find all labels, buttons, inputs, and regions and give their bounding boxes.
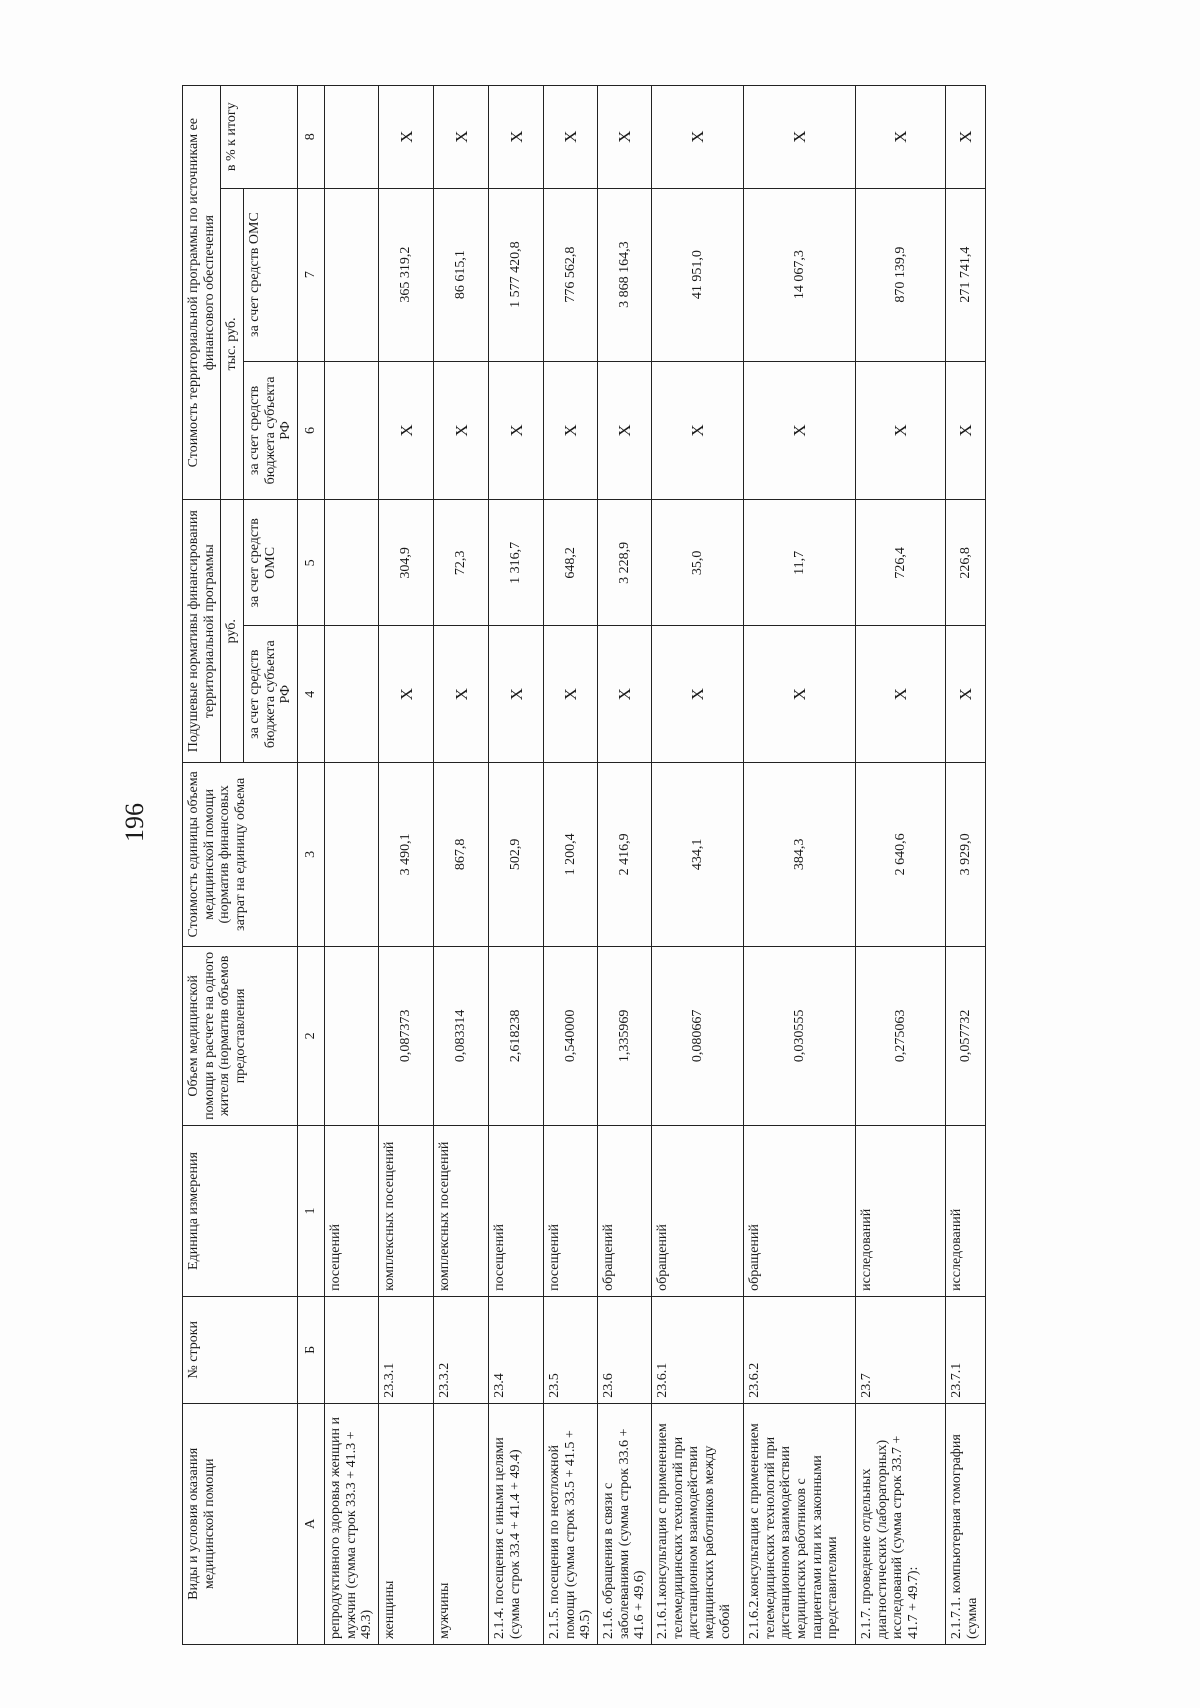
row-oms-rub: 11,7	[744, 500, 856, 626]
row-volume: 0,030555	[744, 946, 856, 1125]
row-budget-thous: X	[744, 361, 856, 500]
row-oms-thous: 14 067,3	[744, 188, 856, 361]
header-kind: Виды и условия оказания медицинской помощи	[183, 1403, 298, 1644]
table-row	[325, 86, 379, 1645]
row-oms-rub: 226,8	[946, 500, 986, 626]
row-unit: посещений	[325, 1126, 379, 1297]
row-unit: комплексных посещений	[379, 1126, 434, 1297]
rotated-table-container	[182, 85, 1200, 1645]
row-kind: 2.1.7. проведение отдельных диагностических (лабораторных) исследований (сумма строк 33.7 + 41.7 + 49.7):	[856, 1403, 946, 1644]
row-line-no: 23.6.1	[652, 1296, 744, 1403]
row-oms-thous: 870 139,9	[856, 188, 946, 361]
row-kind: мужчины	[434, 1403, 489, 1644]
row-kind: 2.1.4. посещения с иными целями (сумма строк 33.4 + 41.4 + 49.4)	[489, 1403, 544, 1644]
header-oms-thous: за счет средств ОМС	[244, 188, 298, 361]
row-kind: 2.1.7.1. компьютерная томография (сумма	[946, 1403, 986, 1644]
index-cell: А	[298, 1403, 325, 1644]
row-budget-rub: X	[652, 626, 744, 763]
row-oms-thous: 1 577 420,8	[489, 188, 544, 361]
row-unit: обращений	[598, 1126, 652, 1297]
header-rub-unit: руб.	[221, 500, 244, 763]
row-oms-thous: 86 615,1	[434, 188, 489, 361]
row-unit: посещений	[544, 1126, 598, 1297]
row-oms-thous: 365 319,2	[379, 188, 434, 361]
row-volume: 0,083314	[434, 946, 489, 1125]
row-line-no: 23.4	[489, 1296, 544, 1403]
table-row	[598, 86, 652, 1645]
table-row	[434, 86, 489, 1645]
row-volume: 2,618238	[489, 946, 544, 1125]
row-budget-rub	[325, 626, 379, 763]
row-volume: 1,335969	[598, 946, 652, 1125]
financing-table	[182, 85, 986, 1645]
row-percent: X	[946, 86, 986, 189]
index-cell: 7	[298, 188, 325, 361]
row-budget-rub: X	[379, 626, 434, 763]
row-volume: 0,080667	[652, 946, 744, 1125]
row-oms-rub: 72,3	[434, 500, 489, 626]
row-unit-cost: 434,1	[652, 763, 744, 947]
row-oms-rub	[325, 500, 379, 626]
index-cell: 8	[298, 86, 325, 189]
row-unit: обращений	[652, 1126, 744, 1297]
row-oms-rub: 3 228,9	[598, 500, 652, 626]
row-unit-cost: 2 416,9	[598, 763, 652, 947]
index-cell: 6	[298, 361, 325, 500]
row-budget-thous: X	[489, 361, 544, 500]
row-budget-rub: X	[489, 626, 544, 763]
table-row	[489, 86, 544, 1645]
row-oms-thous: 776 562,8	[544, 188, 598, 361]
row-volume: 0,540000	[544, 946, 598, 1125]
row-oms-rub: 35,0	[652, 500, 744, 626]
table-row	[652, 86, 744, 1645]
row-line-no: 23.6	[598, 1296, 652, 1403]
row-line-no: 23.6.2	[744, 1296, 856, 1403]
header-line-no: № строки	[183, 1296, 298, 1403]
row-unit-cost: 384,3	[744, 763, 856, 947]
row-percent: X	[856, 86, 946, 189]
table-row	[856, 86, 946, 1645]
row-budget-rub: X	[856, 626, 946, 763]
row-percent: X	[744, 86, 856, 189]
index-cell: 1	[298, 1126, 325, 1297]
row-budget-rub: X	[544, 626, 598, 763]
row-budget-thous	[325, 361, 379, 500]
row-unit: исследований	[856, 1126, 946, 1297]
row-line-no: 23.3.2	[434, 1296, 489, 1403]
row-line-no: 23.3.1	[379, 1296, 434, 1403]
row-kind: 2.1.6.2.консультация с применением телемедицинских технологий при дистанционном взаимодействии медицинских работников с пациентами или их законными представителями	[744, 1403, 856, 1644]
row-budget-thous: X	[652, 361, 744, 500]
row-budget-thous: X	[598, 361, 652, 500]
row-line-no: 23.7	[856, 1296, 946, 1403]
table-row	[379, 86, 434, 1645]
row-budget-thous: X	[946, 361, 986, 500]
row-unit-cost: 3 490,1	[379, 763, 434, 947]
header-per-capita-group: Подушевые нормативы финансирования территориальной программы	[183, 500, 221, 763]
row-oms-rub: 1 316,7	[489, 500, 544, 626]
table-row	[744, 86, 856, 1645]
column-index-row	[298, 86, 325, 1645]
row-line-no: 23.7.1	[946, 1296, 986, 1403]
row-kind: 2.1.5. посещения по неотложной помощи (сумма строк 33.5 + 41.5 + 49.5)	[544, 1403, 598, 1644]
row-volume: 0,275063	[856, 946, 946, 1125]
row-budget-thous: X	[379, 361, 434, 500]
row-volume: 0,057732	[946, 946, 986, 1125]
row-percent	[325, 86, 379, 189]
header-volume: Объем медицинской помощи в расчете на одного жителя (норматив объемов предоставления	[183, 946, 298, 1125]
index-cell: 3	[298, 763, 325, 947]
header-budget-thous: за счет средств бюджета субъекта РФ	[244, 361, 298, 500]
row-percent: X	[434, 86, 489, 189]
row-oms-thous	[325, 188, 379, 361]
row-budget-rub: X	[434, 626, 489, 763]
row-budget-thous: X	[544, 361, 598, 500]
row-unit-cost: 502,9	[489, 763, 544, 947]
row-budget-thous: X	[856, 361, 946, 500]
header-percent: в % к итогу	[221, 86, 298, 189]
row-line-no: 23.5	[544, 1296, 598, 1403]
row-budget-thous: X	[434, 361, 489, 500]
row-unit-cost: 867,8	[434, 763, 489, 947]
row-line-no	[325, 1296, 379, 1403]
index-cell: 4	[298, 626, 325, 763]
row-budget-rub: X	[598, 626, 652, 763]
row-oms-rub: 304,9	[379, 500, 434, 626]
row-percent: X	[489, 86, 544, 189]
page-number: 196	[120, 803, 149, 842]
table-row	[946, 86, 986, 1645]
row-kind: 2.1.6.1.консультация с применением телемедицинских технологий при дистанционном взаимодействии медицинских работников между собой	[652, 1403, 744, 1644]
row-oms-thous: 3 868 164,3	[598, 188, 652, 361]
index-cell: 5	[298, 500, 325, 626]
row-percent: X	[379, 86, 434, 189]
row-unit: посещений	[489, 1126, 544, 1297]
header-unit-cost: Стоимость единицы объема медицинской помощи (норматив финансовых затрат на единицу объема	[183, 763, 298, 947]
row-unit-cost: 2 640,6	[856, 763, 946, 947]
row-volume	[325, 946, 379, 1125]
row-oms-rub: 726,4	[856, 500, 946, 626]
header-budget-rub: за счет средств бюджета субъекта РФ	[244, 626, 298, 763]
header-program-cost-group: Стоимость территориальной программы по источникам ее финансового обеспечения	[183, 86, 221, 500]
row-unit-cost: 3 929,0	[946, 763, 986, 947]
row-budget-rub: X	[744, 626, 856, 763]
header-thous-rub-unit: тыс. руб.	[221, 188, 244, 500]
header-oms-rub: за счет средств ОМС	[244, 500, 298, 626]
row-percent: X	[652, 86, 744, 189]
header-unit: Единица измерения	[183, 1126, 298, 1297]
row-unit: исследований	[946, 1126, 986, 1297]
row-unit-cost	[325, 763, 379, 947]
index-cell: Б	[298, 1296, 325, 1403]
row-unit-cost: 1 200,4	[544, 763, 598, 947]
row-kind: женщины	[379, 1403, 434, 1644]
row-oms-rub: 648,2	[544, 500, 598, 626]
index-cell: 2	[298, 946, 325, 1125]
row-volume: 0,087373	[379, 946, 434, 1125]
row-unit: обращений	[744, 1126, 856, 1297]
table-row	[544, 86, 598, 1645]
header-row-1	[183, 86, 221, 1645]
row-oms-thous: 41 951,0	[652, 188, 744, 361]
row-oms-thous: 271 741,4	[946, 188, 986, 361]
row-percent: X	[544, 86, 598, 189]
row-unit: комплексных посещений	[434, 1126, 489, 1297]
row-kind: 2.1.6. обращения в связи с заболеваниями (сумма строк 33.6 + 41.6 + 49.6)	[598, 1403, 652, 1644]
row-kind: репродуктивного здоровья женщин и мужчин (сумма строк 33.3 + 41.3 + 49.3)	[325, 1403, 379, 1644]
row-percent: X	[598, 86, 652, 189]
row-budget-rub: X	[946, 626, 986, 763]
